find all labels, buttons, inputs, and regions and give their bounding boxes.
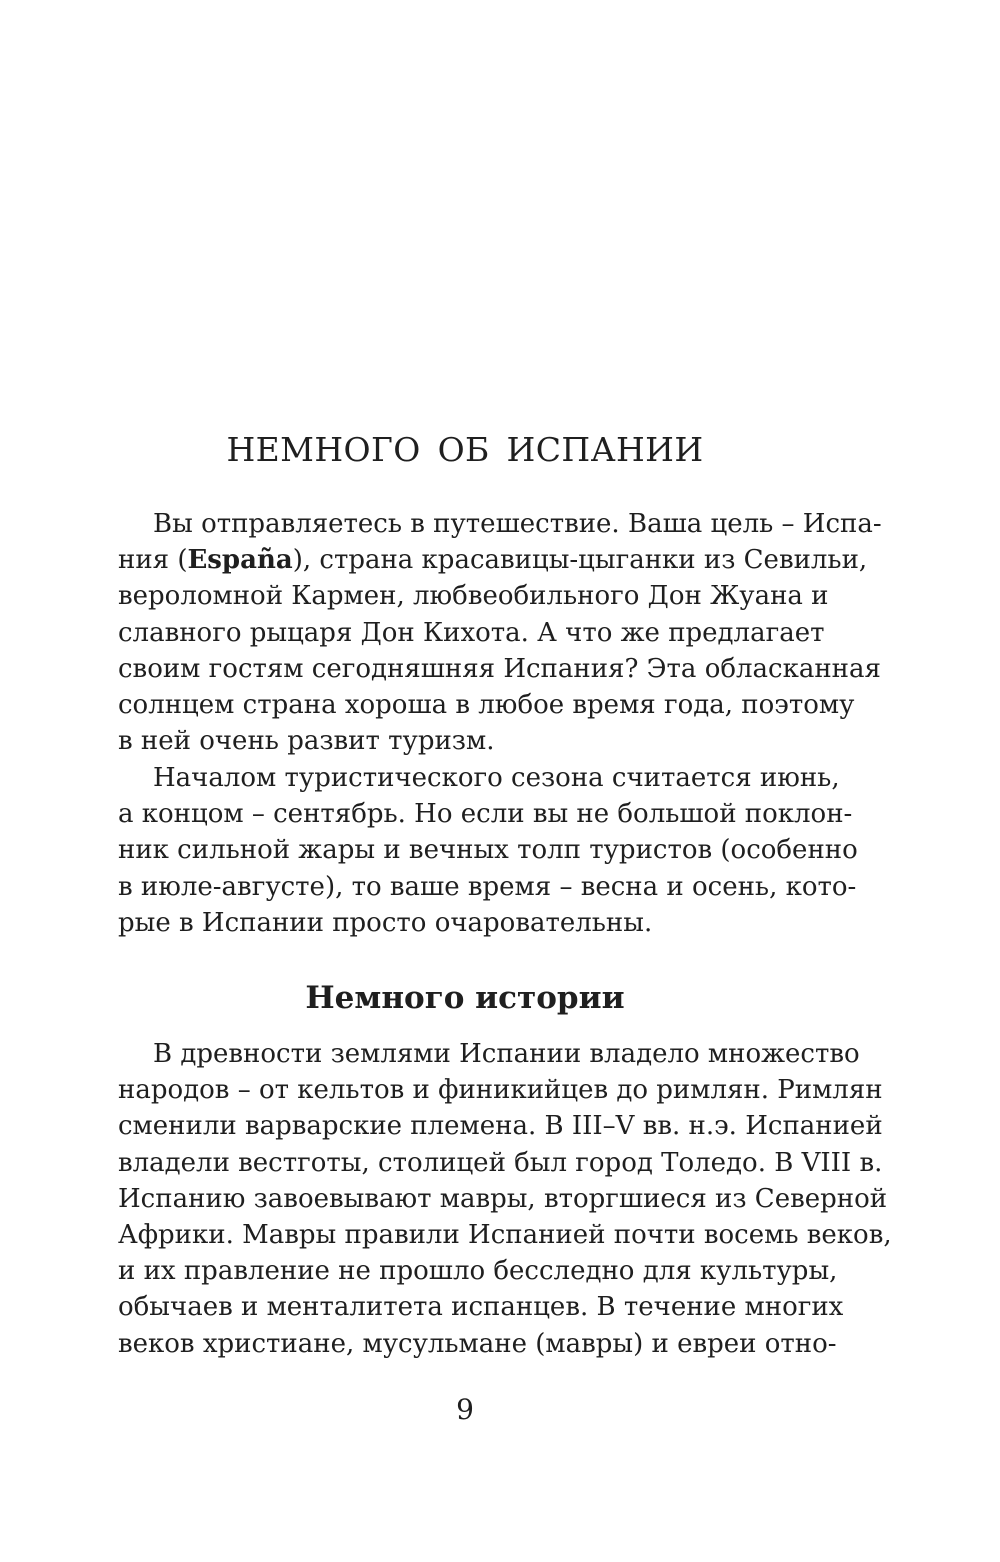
page-number: 9	[456, 1393, 474, 1426]
paragraph-line: Испанию завоевывают мавры, вторгшиеся из Северной	[118, 1183, 888, 1214]
paragraph-line: веков христиане, мусульмане (мавры) и евреи отно-	[118, 1328, 837, 1359]
spanish-name-bold: España	[187, 545, 293, 576]
paragraph-line: Вы отправляетесь в путешествие. Ваша цель – Испа-	[153, 509, 882, 539]
paragraph-line: ник сильной жары и вечных толп туристов (особенно	[118, 835, 858, 866]
paragraph-line: Началом туристического сезона считается июнь,	[153, 763, 840, 793]
text-span: ), страна красавицы-цыганки из Севильи,	[292, 545, 868, 576]
paragraph-line: в ней очень развит туризм.	[118, 726, 495, 757]
section-title: Немного истории	[305, 980, 625, 1016]
paragraph-line: Африки. Мавры правили Испанией почти восемь веков,	[118, 1219, 892, 1250]
paragraph-line: а концом – сентябрь. Но если вы не большой поклон-	[118, 799, 853, 830]
paragraph-line: славного рыцаря Дон Кихота. А что же предлагает	[118, 617, 825, 648]
paragraph-history	[118, 1036, 892, 1362]
paragraph-line: и их правление не прошло бесследно для культуры,	[118, 1256, 838, 1287]
paragraph-line: В древности землями Испании владело множество	[153, 1039, 860, 1069]
paragraph-line	[118, 542, 868, 578]
paragraph-line: обычаев и менталитета испанцев. В течение многих	[118, 1292, 844, 1323]
paragraph-line: солнцем страна хороша в любое время года, поэтому	[118, 689, 855, 720]
paragraph-line: в июле-августе), то ваше время – весна и осень, кото-	[118, 871, 857, 902]
paragraph-line: своим гостям сегодняшняя Испания? Эта обласканная	[118, 653, 881, 684]
paragraph-season	[118, 760, 858, 941]
paragraph-line: народов – от кельтов и финикийцев до римлян. Римлян	[118, 1075, 883, 1106]
book-page	[118, 0, 892, 1562]
paragraph-line: вероломной Кармен, любвеобильного Дон Жуана и	[118, 581, 829, 612]
paragraph-intro	[118, 506, 882, 759]
paragraph-line: рые в Испании просто очаровательны.	[118, 907, 653, 938]
paragraph-line: сменили варварские племена. В III–V вв. н.э. Испанией	[118, 1111, 883, 1142]
chapter-title: НЕМНОГО ОБ ИСПАНИИ	[226, 430, 704, 469]
paragraph-line: владели вестготы, столицей был город Толедо. В VIII в.	[118, 1147, 883, 1178]
text-span: ния (	[118, 545, 188, 576]
